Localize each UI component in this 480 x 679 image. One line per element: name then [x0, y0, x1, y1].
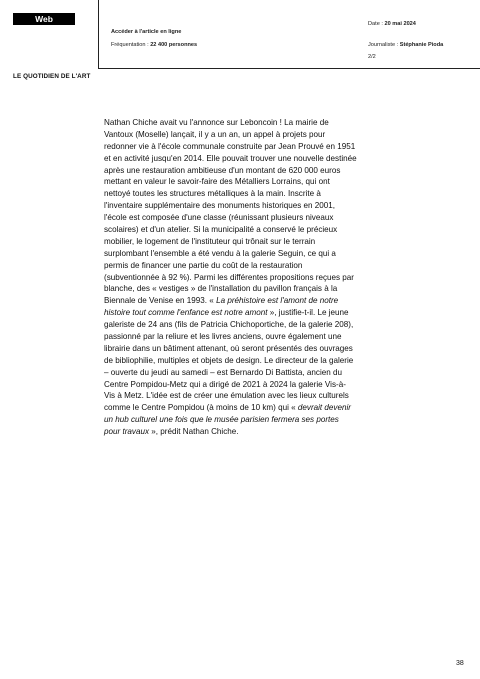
article-line — [104, 224, 394, 236]
article-text: Vis à Metz. L'idée est de créer une émulation avec les lieux culturels — [104, 391, 349, 401]
article-line — [104, 236, 394, 248]
article-quote: un hub culturel une fois que le musée parisien fermera ses portes — [104, 415, 339, 425]
article-line — [104, 176, 394, 188]
article-line — [104, 331, 394, 343]
article-text: », prédit Nathan Chiche. — [149, 427, 239, 437]
article-text: l'école est composée d'une classe (réunissant plusieurs niveaux — [104, 213, 334, 223]
article-text: l'inventaire supplémentaire des monuments historiques en 2001, — [104, 201, 336, 211]
access-article-link[interactable]: Accéder à l'article en ligne — [111, 29, 182, 35]
article-line — [104, 343, 394, 355]
article-line — [104, 260, 394, 272]
page-number: 38 — [456, 660, 464, 667]
article-line — [104, 165, 394, 177]
article-line — [104, 295, 394, 307]
article-text: passionné par la reliure et les livres anciens, ouvre également une — [104, 332, 342, 342]
article-text: comme le Centre Pompidou (à moins de 10 km) qui « — [104, 403, 298, 413]
article-body — [104, 117, 394, 438]
article-line — [104, 188, 394, 200]
article-text: Vantoux (Moselle) lançait, il y a un an, un appel à projets pour — [104, 129, 326, 139]
article-line — [104, 307, 394, 319]
article-quote: La préhistoire est l'amont de notre — [216, 296, 339, 306]
article-line — [104, 117, 394, 129]
article-text: – ouverte du jeudi au samedi – est Bernardo Di Battista, ancien du — [104, 367, 343, 377]
header-divider-horizontal — [98, 68, 480, 69]
date-label: Date : — [368, 21, 385, 27]
article-text: redonner vie à l'école communale construite par Jean Prouvé en 1951 — [104, 141, 356, 151]
article-line — [104, 402, 394, 414]
article-text: de bibliophilie, multiples et objets de design. Le directeur de la galerie — [104, 355, 354, 365]
article-text: Nathan Chiche avait vu l'annonce sur Leboncoin ! La mairie de — [104, 118, 329, 127]
article-line — [104, 153, 394, 165]
header-divider-vertical — [98, 0, 99, 69]
article-quote: pour travaux — [104, 427, 149, 437]
article-quote: histoire tout comme l'enfance est notre amont — [104, 308, 268, 318]
article-line — [104, 426, 394, 438]
date-value: 20 mai 2024 — [384, 21, 416, 27]
article-line — [104, 129, 394, 141]
article-line — [104, 319, 394, 331]
article-line — [104, 272, 394, 284]
journalist-label: Journaliste : — [368, 42, 400, 48]
article-line — [104, 414, 394, 426]
article-line — [104, 212, 394, 224]
article-text: et en activité jusqu'en 2014. Elle pouvait trouver une nouvelle destinée — [104, 153, 357, 163]
article-text: permis de financer une partie du coût de la restauration — [104, 260, 303, 270]
frequentation-value: 22 400 personnes — [150, 42, 198, 48]
article-line — [104, 355, 394, 367]
article-text: (subventionnée à 92 %). Parmi les différentes propositions reçues par — [104, 272, 354, 282]
article-text: Biennale de Venise en 1993. « — [104, 296, 217, 306]
article-line — [104, 248, 394, 260]
journalist — [368, 42, 443, 49]
article-text: », justifie-t-il. Le jeune — [267, 308, 349, 318]
article-line — [104, 390, 394, 402]
article-text: mettant en valeur le savoir-faire des Métalliers Lorrains, qui ont — [104, 177, 330, 187]
article-text: surplombant l'ensemble a été vendu à la galerie Seguin, ce qui a — [104, 248, 336, 258]
journalist-value: Stéphanie Pioda — [399, 42, 444, 48]
article-text: Centre Pompidou-Metz qui a dirigé de 2021 à 2024 la galerie Vis-à- — [104, 379, 346, 389]
article-line — [104, 141, 394, 153]
article-text: après une restauration ambitieuse d'un montant de 620 000 euros — [104, 165, 341, 175]
article-text: galeriste de 24 ans (fils de Patricia Chichoportiche, de la galerie 208), — [104, 320, 354, 330]
article-line — [104, 283, 394, 295]
article-text: mobilier, le logement de l'instituteur qui trônait sur le terrain — [104, 236, 316, 246]
publication-logo: LE QUOTIDIEN DE L'ART — [13, 73, 91, 80]
article-line — [104, 200, 394, 212]
article-line — [104, 379, 394, 391]
web-tag: Web — [13, 13, 75, 25]
article-line — [104, 367, 394, 379]
article-quote: devrait devenir — [297, 403, 351, 413]
article-text: blanche, des « vestiges » de l'installation du pavillon français à la — [104, 284, 338, 294]
article-text: librairie dans un bâtiment attenant, où seront présentés des ouvrages — [104, 343, 353, 353]
article-text: nettoyé toutes les structures métalliques à la main. Inscrite à — [104, 189, 321, 199]
frequentation — [111, 42, 197, 49]
page-count: 2/2 — [368, 54, 376, 60]
date — [368, 21, 416, 28]
frequentation-label: Fréquentation : — [111, 42, 151, 48]
article-text: scolaires) et d'un atelier. Si la municipalité a conservé le précieux — [104, 225, 338, 235]
